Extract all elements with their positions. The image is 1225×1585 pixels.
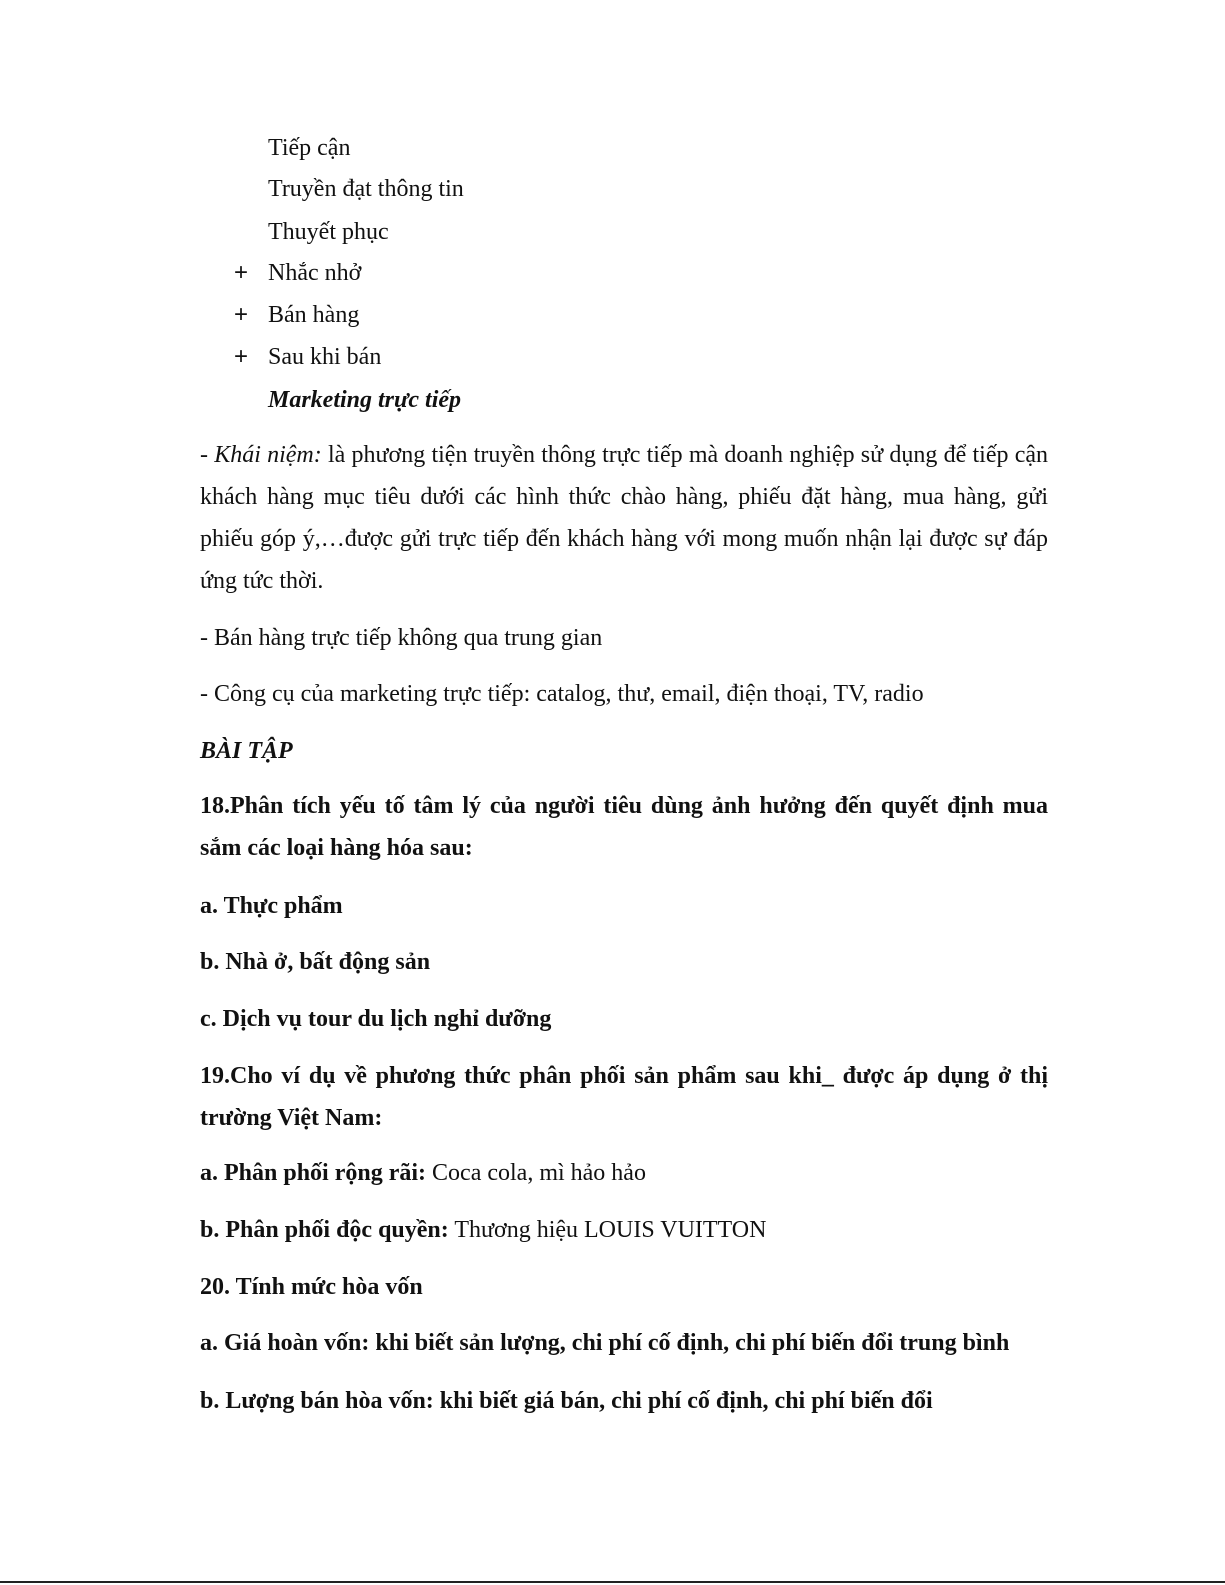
question-20-b: b. Lượng bán hòa vốn: khi biết giá bán, chi phí cố định, chi phí biến đổi xyxy=(200,1388,933,1414)
question-19-a xyxy=(200,1158,1048,1188)
question-19-a-label: a. Phân phối rộng rãi: xyxy=(200,1160,427,1186)
plus-bullet-icon: + xyxy=(234,259,249,286)
question-20-title: 20. Tính mức hòa vốn xyxy=(200,1274,423,1300)
concept-text: là phương tiện truyền thông trực tiếp mà doanh nghiệp sử dụng để tiếp cận khách hàng mục tiêu dưới các hình thức chào hàng, phiếu đặt hàng, mua hàng, gửi phiếu góp ý,…được gửi trực tiếp đến khách hàng với mong muốn nhận lại được sự đáp ứng tức thời. xyxy=(200,442,1048,594)
question-18-c: c. Dịch vụ tour du lịch nghỉ dưỡng xyxy=(200,1006,552,1032)
section-heading: Marketing trực tiếp xyxy=(268,387,462,413)
exercises-heading: BÀI TẬP xyxy=(200,738,293,764)
question-18-title: 18.Phân tích yếu tố tâm lý của người tiêu dùng ảnh hưởng đến quyết định mua sắm các loại hàng hóa sau: xyxy=(200,793,1048,861)
list-item: Nhắc nhở xyxy=(268,260,362,286)
list-item: Truyền đạt thông tin xyxy=(268,176,464,202)
plus-bullet-icon: + xyxy=(234,343,249,370)
plus-bullet-icon: + xyxy=(234,301,249,328)
question-19-b-label: b. Phân phối độc quyền: xyxy=(200,1217,449,1243)
question-19-b-text: Thương hiệu LOUIS VUITTON xyxy=(448,1217,767,1243)
direct-sales-line: - Bán hàng trực tiếp không qua trung gian xyxy=(200,625,603,651)
concept-paragraph xyxy=(200,434,1048,602)
question-19-title: 19.Cho ví dụ về phương thức phân phối sản phẩm sau khi_ được áp dụng ở thị trường Việt Nam: xyxy=(200,1063,1048,1131)
question-18-a: a. Thực phẩm xyxy=(200,893,343,919)
list-item: Bán hàng xyxy=(268,302,360,328)
list-item: Sau khi bán xyxy=(268,344,382,370)
question-19-a-text: Coca cola, mì hảo hảo xyxy=(426,1160,646,1186)
question-20-a: a. Giá hoàn vốn: khi biết sản lượng, chi phí cố định, chi phí biến đổi trung bình xyxy=(200,1330,1010,1356)
tools-line: - Công cụ của marketing trực tiếp: catalog, thư, email, điện thoại, TV, radio xyxy=(200,681,924,707)
list-item: Tiếp cận xyxy=(268,135,351,161)
concept-label: - Khái niệm: xyxy=(200,442,322,468)
page-bottom-rule xyxy=(0,1581,1225,1583)
list-item: Thuyết phục xyxy=(268,219,389,245)
question-19-b xyxy=(200,1215,1048,1245)
question-18-b: b. Nhà ở, bất động sản xyxy=(200,949,431,975)
